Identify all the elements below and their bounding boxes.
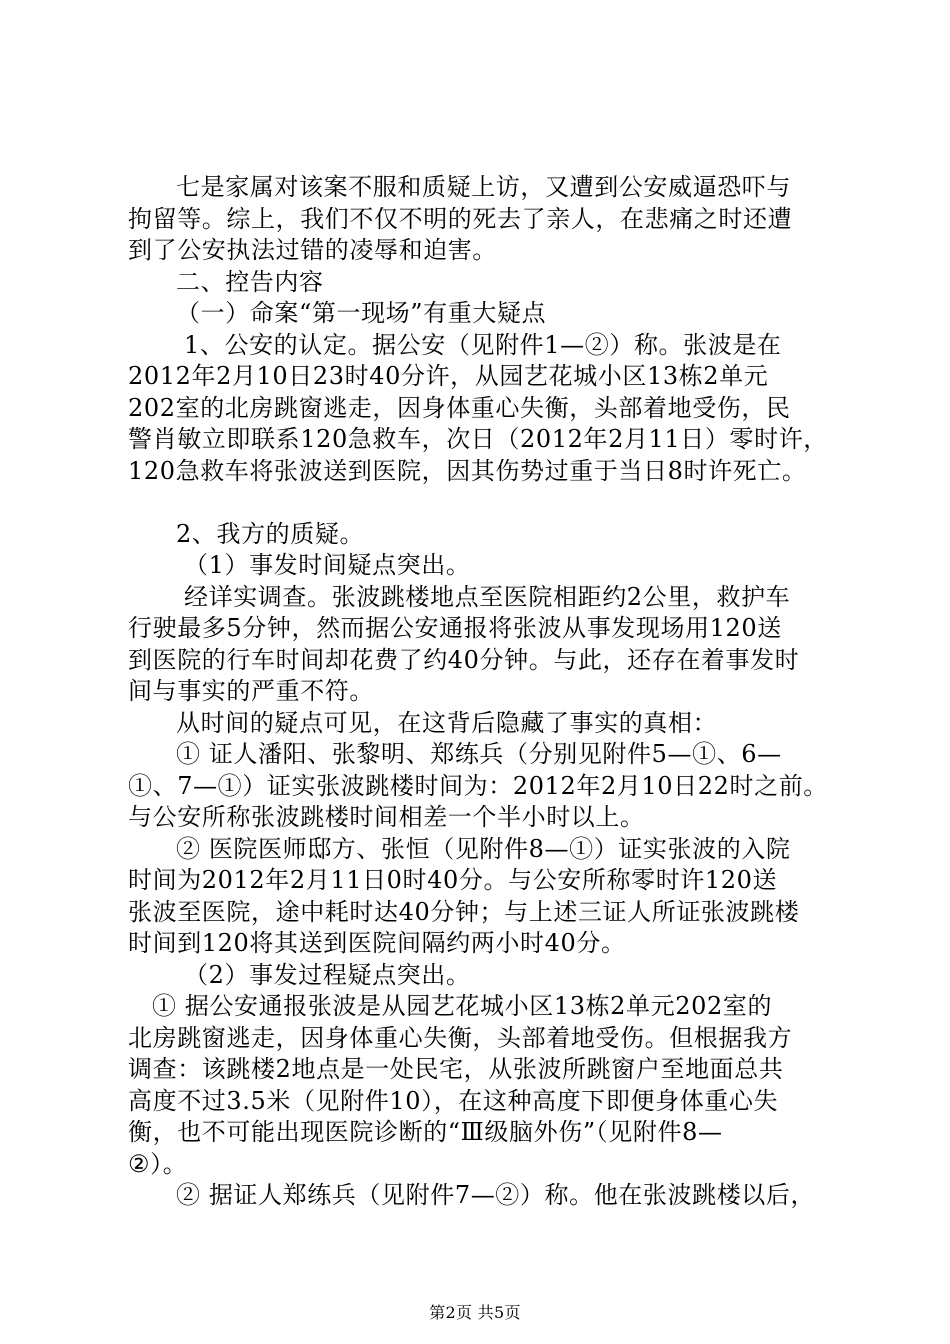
text-line: 行驶最多5分钟，然而据公安通报将张波从事发现场用120送 <box>128 614 782 642</box>
text-line: ① 据公安通报张波是从园艺花城小区13栋2单元202室的 <box>152 992 773 1020</box>
paragraph-gap <box>128 487 840 519</box>
page-number-footer: 第2页 共5页 <box>429 1303 521 1322</box>
subsection-heading: （2）事发过程疑点突出。 <box>184 960 471 989</box>
text-line: 2、我方的质疑。 <box>176 519 365 548</box>
text-line: 北房跳窗逃走，因身体重心失衡，头部着地受伤。但根据我方 <box>128 1023 793 1052</box>
text-line: 调查：该跳楼2地点是一处民宅，从张波所跳窗户至地面总共 <box>128 1055 784 1083</box>
section-heading: 二、控告内容 <box>176 267 324 296</box>
text-line: 拘留等。综上，我们不仅不明的死去了亲人，在悲痛之时还遭 <box>128 204 793 233</box>
text-line: ①、7—①）证实张波跳楼时间为：2012年2月10日22时之前。 <box>128 771 828 800</box>
subsection-heading: （1）事发时间疑点突出。 <box>184 551 471 579</box>
text-line: ② 据证人郑练兵（见附件7—②）称。他在张波跳楼以后， <box>176 1181 816 1209</box>
text-line: 1、公安的认定。据公安（见附件1—②）称。张波是在 <box>184 330 782 359</box>
text-line: 时间为2012年2月11日0时40分。与公安所称零时许120送 <box>128 866 778 894</box>
text-line: 到了公安执法过错的凌辱和迫害。 <box>128 236 497 264</box>
text-line: 202室的北房跳窗逃走，因身体重心失衡，头部着地受伤，民 <box>128 393 791 422</box>
text-line: 七是家属对该案不服和质疑上访，又遭到公安威逼恐吓与 <box>176 173 791 201</box>
text-line: 2012年2月10日23时40分许，从园艺花城小区13栋2单元 <box>128 362 769 390</box>
text-line: 警肖敏立即联系120急救车，次日（2012年2月11日）零时许， <box>128 425 828 453</box>
text-line: 张波至医院，途中耗时达40分钟；与上述三证人所证张波跳楼 <box>128 897 800 926</box>
text-line: 从时间的疑点可见，在这背后隐藏了事实的真相： <box>176 708 718 737</box>
text-line: 到医院的行车时间却花费了约40分钟。与此，还存在着事发时 <box>128 645 800 674</box>
text-line: 衡，也不可能出现医院诊断的“Ⅲ级脑外伤”（见附件8— <box>128 1118 723 1146</box>
text-line: ②）。 <box>128 1149 188 1178</box>
text-line: 时间到120将其送到医院间隔约两小时40分。 <box>128 929 626 957</box>
text-line: 经详实调查。张波跳楼地点至医院相距约2公里，救护车 <box>184 582 791 611</box>
subsection-heading: （一）命案“第一现场”有重大疑点 <box>176 299 547 327</box>
text-line: 间与事实的严重不符。 <box>128 677 374 705</box>
text-line: ② 医院医师邸方、张恒（见附件8—①）证实张波的入院 <box>176 834 791 863</box>
text-line: 高度不过3.5米（见附件10），在这种高度下即便身体重心失 <box>128 1086 779 1115</box>
document-body <box>128 172 840 1212</box>
text-line: 与公安所称张波跳楼时间相差一个半小时以上。 <box>128 803 645 831</box>
text-line: ① 证人潘阳、张黎明、郑练兵（分别见附件5—①、6— <box>176 740 782 768</box>
text-line: 120急救车将张波送到医院，因其伤势过重于当日8时许死亡。 <box>128 456 807 485</box>
